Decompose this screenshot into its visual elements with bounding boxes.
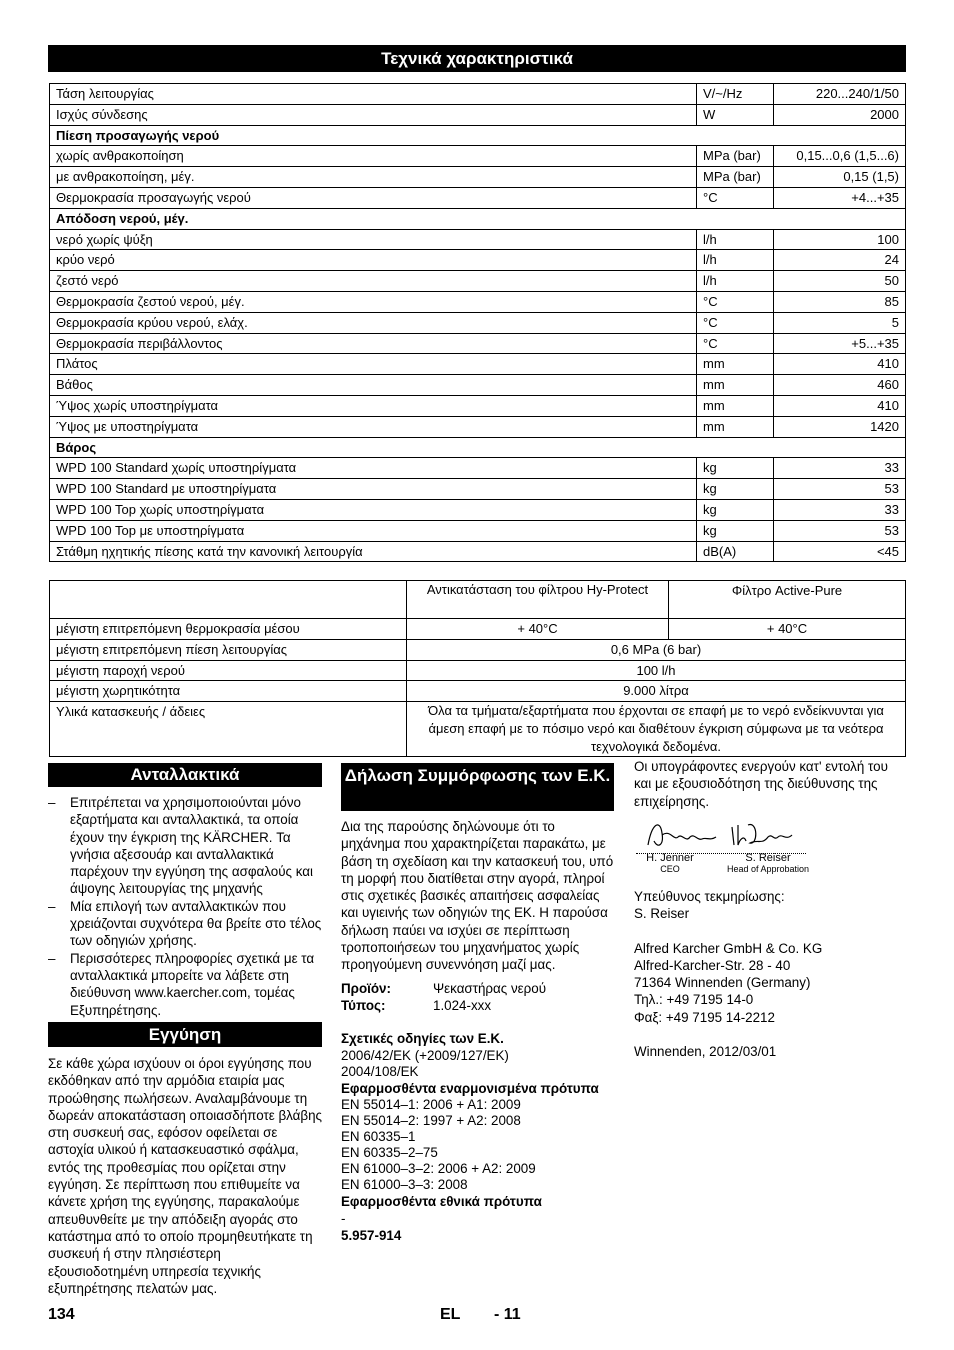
- spec-label: Θερμοκρασία ζεστού νερού, μέγ.: [50, 291, 697, 312]
- filter-value: 9.000 λίτρα: [407, 681, 906, 702]
- spec-group-label: Πίεση προσαγωγής νερού: [50, 125, 906, 146]
- filter-row: [50, 639, 906, 660]
- spec-value: 53: [774, 479, 906, 500]
- filter-label: μέγιστη επιτρεπόμενη πίεση λειτουργίας: [50, 639, 407, 660]
- spec-unit: V/~/Hz: [697, 84, 774, 105]
- filter-row: [50, 702, 906, 757]
- spec-group-label: Απόδοση νερού, μέγ.: [50, 208, 906, 229]
- harmonized-standard-item: EN 61000–3–3: 2008: [341, 1176, 468, 1192]
- spec-row: [50, 146, 906, 167]
- spec-row: [50, 416, 906, 437]
- spec-row: [50, 291, 906, 312]
- spec-label: με ανθρακοποίηση, μέγ.: [50, 167, 697, 188]
- spare-parts-section: [48, 794, 322, 1019]
- signer1: [630, 852, 710, 874]
- spec-row: [50, 229, 906, 250]
- spec-unit: l/h: [697, 250, 774, 271]
- spec-value: <45: [774, 541, 906, 562]
- filter-label: Υλικά κατασκευής / άδειες: [50, 702, 407, 757]
- filter-col-activepure: Φίλτρο Active-Pure: [669, 581, 906, 619]
- spec-value: +4...+35: [774, 187, 906, 208]
- spec-unit: °C: [697, 291, 774, 312]
- harmonized-title: Εφαρμοσθέντα εναρμονισμένα πρότυπα: [341, 1080, 599, 1096]
- filter-value: + 40°C: [407, 619, 669, 640]
- warranty-text: Σε κάθε χώρα ισχύουν οι όροι εγγύησης που εκδόθηκαν από την αρμόδια εταιρία μας προώθησης πωλήσεων. Αναλαμβάνουμε τη δωρεάν αποκατάσταση οποιασδήποτε βλάβης στη συσκευή σας, εφόσον οφείλεται σε αστοχία υλικού ή κατασκευαστικό σφάλμα, εντός της προθεσμίας που ορίζεται στην εγγύηση. Σε περίπτωση που επιθυμείτε να κάνετε χρήση της εγγύησης, παρακαλούμε απευθυνθείτε με την απόδειξη αγοράς στο κατάστημα από το οποίο προμηθευτήκατε τη συσκευή ή στην πλησιέστερη εξουσιοδοτημένη υπηρεσία τεχνικής εξυπηρέτησης πελατών μας.: [48, 1056, 323, 1296]
- company-name: Alfred Karcher GmbH & Co. KG: [634, 940, 823, 956]
- signer2-name: S. Reiser: [745, 852, 791, 864]
- spec-row: [50, 520, 906, 541]
- filter-table: [49, 580, 906, 757]
- spec-unit: mm: [697, 354, 774, 375]
- harmonized-standard-item: EN 55014–2: 1997 + A2: 2008: [341, 1112, 521, 1128]
- spec-label: Ύψος χωρίς υποστηρίγματα: [50, 395, 697, 416]
- spec-label: Ύψος με υποστηρίγματα: [50, 416, 697, 437]
- spec-label: Πλάτος: [50, 354, 697, 375]
- language-code: EL: [440, 1306, 461, 1323]
- spec-label: ζεστό νερό: [50, 271, 697, 292]
- spare-parts-item: – Μία επιλογή των ανταλλακτικών που χρειάζονται συχνότερα θα βρείτε στο τέλος των οδηγιών χρήσης.: [48, 898, 322, 950]
- spec-row: [50, 104, 906, 125]
- spec-value: 410: [774, 395, 906, 416]
- spec-unit: °C: [697, 187, 774, 208]
- declaration-heading: Δήλωση Συμμόρφωσης των Ε.Κ.: [341, 763, 614, 811]
- filter-col-hyprotect: Αντικατάσταση του φίλτρου Hy-Protect: [407, 581, 669, 619]
- spec-value: 220...240/1/50: [774, 84, 906, 105]
- spec-row: [50, 395, 906, 416]
- company-fax: Φαξ: +49 7195 14-2212: [634, 1009, 775, 1025]
- spec-value: 24: [774, 250, 906, 271]
- spec-row: [50, 312, 906, 333]
- responsible-name: S. Reiser: [634, 906, 690, 922]
- spec-label: Θερμοκρασία περιβάλλοντος: [50, 333, 697, 354]
- spec-value: 0,15...0,6 (1,5...6): [774, 146, 906, 167]
- spec-value: 53: [774, 520, 906, 541]
- spec-unit: °C: [697, 312, 774, 333]
- filter-value: Όλα τα τμήματα/εξαρτήματα που έρχονται σε επαφή με το νερό ενδείκνυνται για άμεση επαφή με το πόσιμο νερό και διαθέτουν έγκριση σύμφωνα με τα νεότερα τεχνολογικά δεδομένα.: [407, 702, 906, 757]
- product-value: Ψεκαστήρας νερού: [433, 980, 547, 996]
- spec-value: 33: [774, 499, 906, 520]
- specifications-table: [49, 83, 906, 562]
- spec-unit: W: [697, 104, 774, 125]
- spec-value: 460: [774, 375, 906, 396]
- spec-unit: kg: [697, 479, 774, 500]
- directive-item: 2006/42/ΕΚ (+2009/127/ΕΚ): [341, 1047, 509, 1063]
- spec-label: WPD 100 Top με υποστηρίγματα: [50, 520, 697, 541]
- filter-row: [50, 660, 906, 681]
- harmonized-standard-item: EN 60335–1: [341, 1128, 416, 1144]
- product-row: [341, 980, 614, 997]
- harmonized-standard-item: EN 60335–2–75: [341, 1144, 438, 1160]
- spec-label: Ισχύς σύνδεσης: [50, 104, 697, 125]
- spec-unit: mm: [697, 375, 774, 396]
- filter-value: + 40°C: [669, 619, 906, 640]
- spare-parts-heading: Ανταλλακτικά: [48, 763, 322, 787]
- spec-row: [50, 499, 906, 520]
- spec-value: 85: [774, 291, 906, 312]
- filter-value: 0,6 MPa (6 bar): [407, 639, 906, 660]
- spec-label: Βάθος: [50, 375, 697, 396]
- spec-unit: MPa (bar): [697, 146, 774, 167]
- national-value: -: [341, 1211, 346, 1227]
- signer1-role: CEO: [660, 864, 680, 874]
- contact-block: [634, 888, 906, 1060]
- spec-unit: mm: [697, 395, 774, 416]
- spec-label: Τάση λειτουργίας: [50, 84, 697, 105]
- place-date: Winnenden, 2012/03/01: [634, 1044, 777, 1060]
- document-code: 5.957-914: [341, 1228, 402, 1244]
- spec-label: Θερμοκρασία κρύου νερού, ελάχ.: [50, 312, 697, 333]
- spec-row: [50, 354, 906, 375]
- spec-label: Στάθμη ηχητικής πίεσης κατά την κανονική λειτουργία: [50, 541, 697, 562]
- spec-label: WPD 100 Top χωρίς υποστηρίγματα: [50, 499, 697, 520]
- type-value: 1.024-xxx: [433, 997, 492, 1013]
- spec-row: [50, 250, 906, 271]
- spec-group-label: Βάρος: [50, 437, 906, 458]
- spec-unit: kg: [697, 499, 774, 520]
- page-title: Τεχνικά χαρακτηριστικά: [48, 45, 906, 72]
- spec-label: WPD 100 Standard με υποστηρίγματα: [50, 479, 697, 500]
- spec-unit: kg: [697, 520, 774, 541]
- spare-parts-item: – Περισσότερες πληροφορίες σχετικά με τα ανταλλακτικά μπορείτε να λάβετε στη διεύθυνση www.kaercher.com, τομέας Εξυπηρέτησης.: [48, 950, 322, 1019]
- filter-label: μέγιστη παροχή νερού: [50, 660, 407, 681]
- directives-title: Σχετικές οδηγίες των Ε.Κ.: [341, 1031, 504, 1047]
- spare-parts-item: – Επιτρέπεται να χρησιμοποιούνται μόνο εξαρτήματα και ανταλλακτικά, τα οποία έχουν την έγκριση της KÄRCHER. Τα γνήσια αξεσουάρ και ανταλλακτικά παρέχουν την εγγύηση της ασφαλούς και άψογης λειτουργίας της μηχανής: [48, 794, 322, 898]
- spec-value: 50: [774, 271, 906, 292]
- spec-unit: dB(A): [697, 541, 774, 562]
- spec-row: [50, 333, 906, 354]
- spec-label: WPD 100 Standard χωρίς υποστηρίγματα: [50, 458, 697, 479]
- spec-row: [50, 167, 906, 188]
- spec-label: νερό χωρίς ψύξη: [50, 229, 697, 250]
- signature-reiser: [728, 815, 800, 855]
- spec-row: [50, 187, 906, 208]
- filter-header-row: [50, 581, 906, 619]
- filter-value: 100 l/h: [407, 660, 906, 681]
- company-city: 71364 Winnenden (Germany): [634, 975, 811, 991]
- signature-jenner: [640, 815, 720, 855]
- spec-unit: MPa (bar): [697, 167, 774, 188]
- section-page: - 11: [494, 1306, 521, 1323]
- declaration-section: [341, 818, 614, 1245]
- responsible-label: Υπεύθυνος τεκμηρίωσης:: [634, 889, 785, 904]
- filter-row: [50, 681, 906, 702]
- national-title: Εφαρμοσθέντα εθνικά πρότυπα: [341, 1193, 542, 1209]
- signer2: [718, 852, 818, 874]
- page-number: 134: [48, 1306, 75, 1323]
- spec-label: Θερμοκρασία προσαγωγής νερού: [50, 187, 697, 208]
- spec-value: 2000: [774, 104, 906, 125]
- spec-unit: mm: [697, 416, 774, 437]
- spec-group-row: [50, 208, 906, 229]
- spec-row: [50, 479, 906, 500]
- spec-value: 1420: [774, 416, 906, 437]
- spec-row: [50, 84, 906, 105]
- signer1-name: H. Jenner: [646, 852, 694, 864]
- type-row: [341, 997, 614, 1014]
- spec-group-row: [50, 437, 906, 458]
- spec-value: 0,15 (1,5): [774, 167, 906, 188]
- spec-unit: °C: [697, 333, 774, 354]
- filter-row: [50, 619, 906, 640]
- signatories-intro: Οι υπογράφοντες ενεργούν κατ' εντολή του και με εξουσιοδότηση της διεύθυνσης της επιχείρησης.: [634, 759, 888, 809]
- signer2-role: Head of Approbation: [726, 864, 810, 874]
- warranty-heading: Εγγύηση: [48, 1022, 322, 1047]
- spec-value: +5...+35: [774, 333, 906, 354]
- spec-group-row: [50, 125, 906, 146]
- harmonized-standard-item: EN 61000–3–2: 2006 + A2: 2009: [341, 1160, 536, 1176]
- spec-value: 410: [774, 354, 906, 375]
- product-label: Προϊόν:: [341, 980, 391, 996]
- company-street: Alfred-Karcher-Str. 28 - 40: [634, 957, 791, 973]
- spec-value: 33: [774, 458, 906, 479]
- spec-row: [50, 541, 906, 562]
- harmonized-standard-item: EN 55014–1: 2006 + A1: 2009: [341, 1096, 521, 1112]
- spec-label: κρύο νερό: [50, 250, 697, 271]
- company-phone: Τηλ.: +49 7195 14-0: [634, 992, 754, 1008]
- filter-label: μέγιστη επιτρεπόμενη θερμοκρασία μέσου: [50, 619, 407, 640]
- spec-row: [50, 458, 906, 479]
- spec-unit: kg: [697, 458, 774, 479]
- spec-value: 5: [774, 312, 906, 333]
- spec-value: 100: [774, 229, 906, 250]
- spec-unit: l/h: [697, 229, 774, 250]
- filter-label: μέγιστη χωρητικότητα: [50, 681, 407, 702]
- spec-row: [50, 375, 906, 396]
- directive-item: 2004/108/ΕΚ: [341, 1063, 419, 1079]
- spec-unit: l/h: [697, 271, 774, 292]
- spec-label: χωρίς ανθρακοποίηση: [50, 146, 697, 167]
- declaration-intro: Δια της παρούσης δηλώνουμε ότι το μηχάνημα που χαρακτηρίζεται παρακάτω, με βάση τη σχεδίαση και την κατασκευή του, υπό τη μορφή που διατίθεται στην αγορά, πληροί στις σχετικές βασικές απαιτήσεις ασφαλείας και υγιεινής των οδηγιών της ΕΚ. Η παρούσα δήλωση παύει να ισχύει σε περίπτωση τροποποιήσεων του μηχανήματος χωρίς προηγούμενη συνεννόηση μαζί μας.: [341, 819, 614, 973]
- spec-row: [50, 271, 906, 292]
- type-label: Τύπος:: [341, 997, 386, 1013]
